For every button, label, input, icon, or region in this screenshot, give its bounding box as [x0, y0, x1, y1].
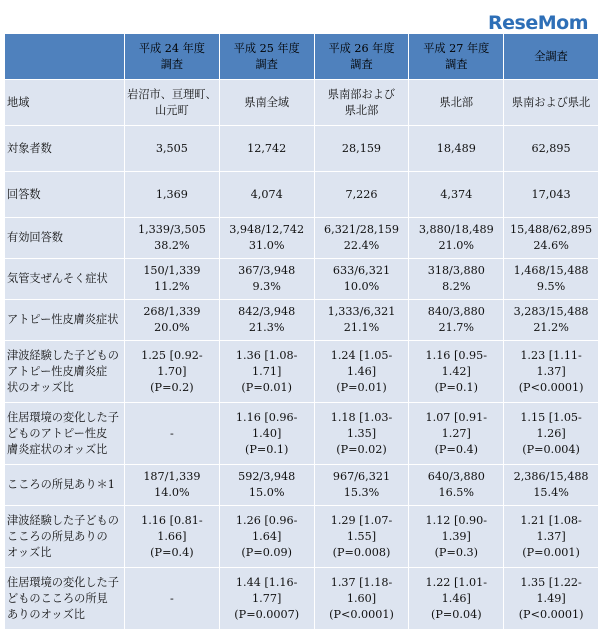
table-cell: 62,895 — [504, 126, 599, 172]
table-cell: 1.29 [1.07-1.55] (P=0.008) — [314, 506, 409, 568]
table-cell: 1,333/6,321 21.1% — [314, 300, 409, 341]
row-label: 津波経験した子どもの こころの所見ありの オッズ比 — [5, 506, 125, 568]
table-cell: 1.21 [1.08-1.37] (P=0.001) — [504, 506, 599, 568]
column-header: 平成 24 年度 調査 — [125, 34, 220, 80]
table-cell: 842/3,948 21.3% — [219, 300, 314, 341]
table-cell: 1.16 [0.95-1.42] (P=0.1) — [409, 341, 504, 403]
table-cell: 1.15 [1.05-1.26] (P=0.004) — [504, 403, 599, 465]
table-cell: 1,468/15,488 9.5% — [504, 259, 599, 300]
row-label: こころの所見あり＊1 — [5, 465, 125, 506]
table-cell: 318/3,880 8.2% — [409, 259, 504, 300]
table-cell: 1.35 [1.22-1.49] (P<0.0001) — [504, 568, 599, 630]
resemom-logo: ReseMom — [488, 12, 588, 34]
table-cell: 1.16 [0.96-1.40] (P=0.1) — [219, 403, 314, 465]
table-cell: 1.25 [0.92-1.70] (P=0.2) — [125, 341, 220, 403]
table-cell: 県南部および 県北部 — [314, 80, 409, 126]
table-cell: 1.12 [0.90-1.39] (P=0.3) — [409, 506, 504, 568]
table-cell: 1.18 [1.03-1.35] (P=0.02) — [314, 403, 409, 465]
table-row — [5, 403, 599, 465]
table-cell: 1.16 [0.81-1.66] (P=0.4) — [125, 506, 220, 568]
table-cell: 3,880/18,489 21.0% — [409, 218, 504, 259]
table-cell: 県南および県北 — [504, 80, 599, 126]
table-cell: 4,374 — [409, 172, 504, 218]
table-cell: 3,948/12,742 31.0% — [219, 218, 314, 259]
table-cell: 18,489 — [409, 126, 504, 172]
table-cell: 1.24 [1.05-1.46] (P=0.01) — [314, 341, 409, 403]
header-corner — [5, 34, 125, 80]
table-cell: 1.07 [0.91-1.27] (P=0.4) — [409, 403, 504, 465]
table-row — [5, 172, 599, 218]
table-cell: 17,043 — [504, 172, 599, 218]
table-cell: 367/3,948 9.3% — [219, 259, 314, 300]
table-row — [5, 218, 599, 259]
column-header: 全調査 — [504, 34, 599, 80]
table-cell: 2,386/15,488 15.4% — [504, 465, 599, 506]
table-body — [5, 80, 599, 630]
table-cell: 268/1,339 20.0% — [125, 300, 220, 341]
table-row — [5, 506, 599, 568]
table-cell: 1.37 [1.18-1.60] (P<0.0001) — [314, 568, 409, 630]
row-label: 住居環境の変化した子 どものアトピー性皮 膚炎症状のオッズ比 — [5, 403, 125, 465]
table-cell: 3,505 — [125, 126, 220, 172]
column-header: 平成 25 年度 調査 — [219, 34, 314, 80]
table-cell: 3,283/15,488 21.2% — [504, 300, 599, 341]
table-row — [5, 341, 599, 403]
table-row — [5, 465, 599, 506]
table-cell: - — [125, 403, 220, 465]
table-row — [5, 300, 599, 341]
table-cell: 7,226 — [314, 172, 409, 218]
table-cell: 592/3,948 15.0% — [219, 465, 314, 506]
row-label: 対象者数 — [5, 126, 125, 172]
table-cell: 1,339/3,505 38.2% — [125, 218, 220, 259]
column-header: 平成 27 年度 調査 — [409, 34, 504, 80]
table-cell: - — [125, 568, 220, 630]
table-cell: 1.22 [1.01-1.46] (P=0.04) — [409, 568, 504, 630]
table-cell: 1,369 — [125, 172, 220, 218]
table-cell: 1.26 [0.96-1.64] (P=0.09) — [219, 506, 314, 568]
row-label: 回答数 — [5, 172, 125, 218]
table-cell: 県北部 — [409, 80, 504, 126]
row-label: 住居環境の変化した子 どものこころの所見 ありのオッズ比 — [5, 568, 125, 630]
column-header: 平成 26 年度 調査 — [314, 34, 409, 80]
table-cell: 県南全域 — [219, 80, 314, 126]
table-cell: 967/6,321 15.3% — [314, 465, 409, 506]
table-cell: 840/3,880 21.7% — [409, 300, 504, 341]
table-cell: 1.36 [1.08-1.71] (P=0.01) — [219, 341, 314, 403]
table-cell: 150/1,339 11.2% — [125, 259, 220, 300]
table-header-row — [5, 34, 599, 80]
table-cell: 15,488/62,895 24.6% — [504, 218, 599, 259]
table-cell: 640/3,880 16.5% — [409, 465, 504, 506]
table-row — [5, 568, 599, 630]
table-row — [5, 126, 599, 172]
row-label: 気管支ぜんそく症状 — [5, 259, 125, 300]
row-label: 地域 — [5, 80, 125, 126]
row-label: 有効回答数 — [5, 218, 125, 259]
table-cell: 1.23 [1.11-1.37] (P<0.0001) — [504, 341, 599, 403]
table-cell: 633/6,321 10.0% — [314, 259, 409, 300]
table-cell: 6,321/28,159 22.4% — [314, 218, 409, 259]
table-cell: 28,159 — [314, 126, 409, 172]
survey-results-table — [4, 33, 599, 630]
row-label: 津波経験した子どもの アトピー性皮膚炎症 状のオッズ比 — [5, 341, 125, 403]
table-cell: 1.44 [1.16-1.77] (P=0.0007) — [219, 568, 314, 630]
table-row — [5, 259, 599, 300]
row-label: アトピー性皮膚炎症状 — [5, 300, 125, 341]
table-cell: 4,074 — [219, 172, 314, 218]
table-cell: 187/1,339 14.0% — [125, 465, 220, 506]
table-cell: 岩沼市、亘理町、 山元町 — [125, 80, 220, 126]
table-cell: 12,742 — [219, 126, 314, 172]
table-row — [5, 80, 599, 126]
